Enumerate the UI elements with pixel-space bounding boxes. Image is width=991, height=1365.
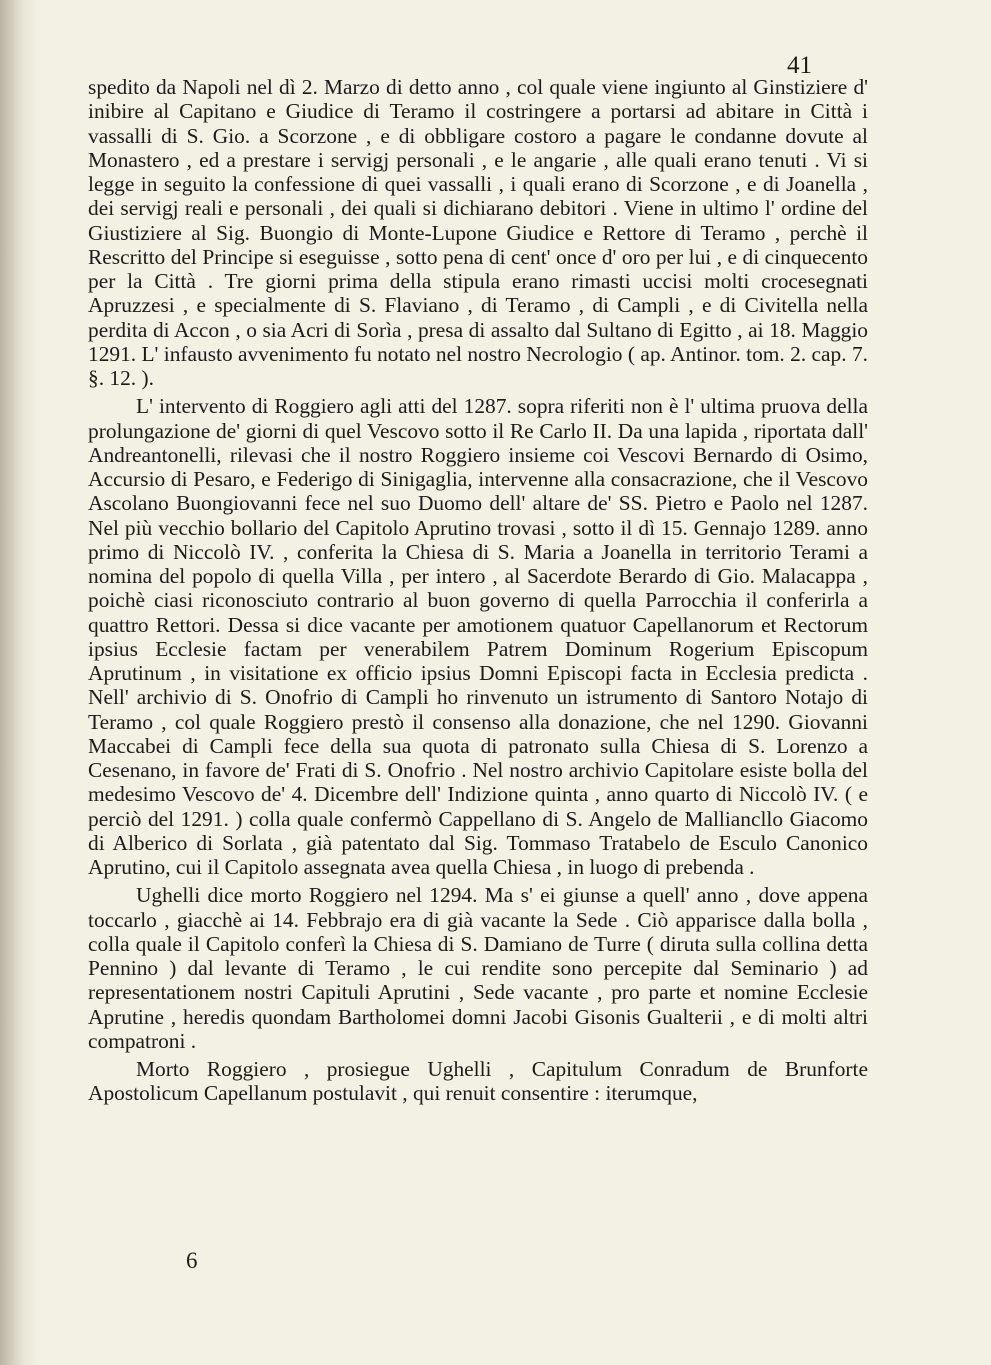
page-number: 41 [787,52,812,79]
page-edge-shadow [0,0,38,1365]
body-text [88,75,868,1106]
signature-mark: 6 [186,1248,198,1273]
paragraph-3: Ughelli dice morto Roggiero nel 1294. Ma s' ei giunse a quell' anno , dove appena toccarlo , giacchè ai 14. Febbrajo era di già vacante la Sede . Ciò apparisce dalla bolla , colla quale il Capitolo conferì la Chiesa di S. Damiano de Turre ( diruta sulla collina detta Pennino ) dal levante di Teramo , le cui rendite sono percepite dal Seminario ) ad representationem nostri Capituli Aprutini , Sede vacante , pro parte et nomine Ecclesie Aprutine , heredis quondam Bartholomei domni Jacobi Gisonis Gualterii , e di molti altri compatroni . [88,883,868,1053]
paragraph-2: L' intervento di Roggiero agli atti del 1287. sopra riferiti non è l' ultima pruova della prolungazione de' giorni di quel Vescovo sotto il Re Carlo II. Da una lapida , riportata dall' Andreantonelli, rilevasi che il nostro Roggiero insieme coi Vescovi Bernardo di Osimo, Accursio di Pesaro, e Federigo di Sinigaglia, intervenne alla consacrazione, che il Vescovo Ascolano Buongiovanni fece nel suo Duomo dell' altare de' SS. Pietro e Paolo nel 1287. Nel più vecchio bollario del Capitolo Aprutino trovasi , sotto il dì 15. Gennajo 1289. anno primo di Niccolò IV. , conferita la Chiesa di S. Maria a Joanella in territorio Terami a nomina del popolo di quella Villa , per intero , al Sacerdote Berardo di Gio. Malacappa , poichè ciasi riconosciuto contrario al buon governo di quella Parrocchia il conferirla a quattro Rettori. Dessa si dice vacante per amotionem quatuor Capellanorum et Rectorum ipsius Ecclesie factam per venerabilem Patrem Dominum Rogerium Episcopum Aprutinum , in visitatione ex officio ipsius Domni Episcopi facta in Ecclesia predicta . Nell' archivio di S. Onofrio di Campli ho rinvenuto un istrumento di Santoro Notajo di Teramo , col quale Roggiero prestò il consenso alla donazione, che nel 1290. Giovanni Maccabei di Campli fece della sua quota di patronato sulla Chiesa di S. Lorenzo a Cesenano, in favore de' Frati di S. Onofrio . Nel nostro archivio Capitolare esiste bolla del medesimo Vescovo de' 4. Dicembre dell' Indizione quinta , anno quarto di Niccolò IV. ( e perciò del 1291. ) colla quale confermò Cappellano di S. Angelo de Malliancllo Giacomo di Alberico di Sorlata , già patentato dal Sig. Tommaso Tratabelo de Esculo Canonico Aprutino, cui il Capitolo assegnata avea quella Chiesa , in luogo di prebenda . [88,394,868,879]
paragraph-1: spedito da Napoli nel dì 2. Marzo di detto anno , col quale viene ingiunto al Ginstiziere d' inibire al Capitano e Giudice di Teramo il costringere a portarsi ad abitare in Città i vassalli di S. Gio. a Scorzone , e di obbligare costoro a pagare le condanne dovute al Monastero , ed a prestare i servigj personali , e le angarie , alle quali erano tenuti . Vi si legge in seguito la confessione di quei vassalli , i quali erano di Scorzone , e di Joanella , dei servigj reali e personali , dei quali si dichiarano debitori . Viene in ultimo l' ordine del Giustiziere al Sig. Buongio di Monte-Lupone Giudice e Rettore di Teramo , perchè il Rescritto del Principe si eseguisse , sotto pena di cent' once d' oro per lui , e di cinquecento per la Città . Tre giorni prima della stipula erano rimasti uccisi molti crocesegnati Apruzzesi , e specialmente di S. Flaviano , di Teramo , di Campli , e di Civitella nella perdita di Accon , o sia Acri di Sorìa , presa di assalto dal Sultano di Egitto , ai 18. Maggio 1291. L' infausto avvenimento fu notato nel nostro Necrologio ( ap. Antinor. tom. 2. cap. 7. §. 12. ). [88,75,868,390]
paragraph-4: Morto Roggiero , prosiegue Ughelli , Capitulum Conradum de Brunforte Apostolicum Capellanum postulavit , qui renuit consentire : iterumque, [88,1057,868,1106]
